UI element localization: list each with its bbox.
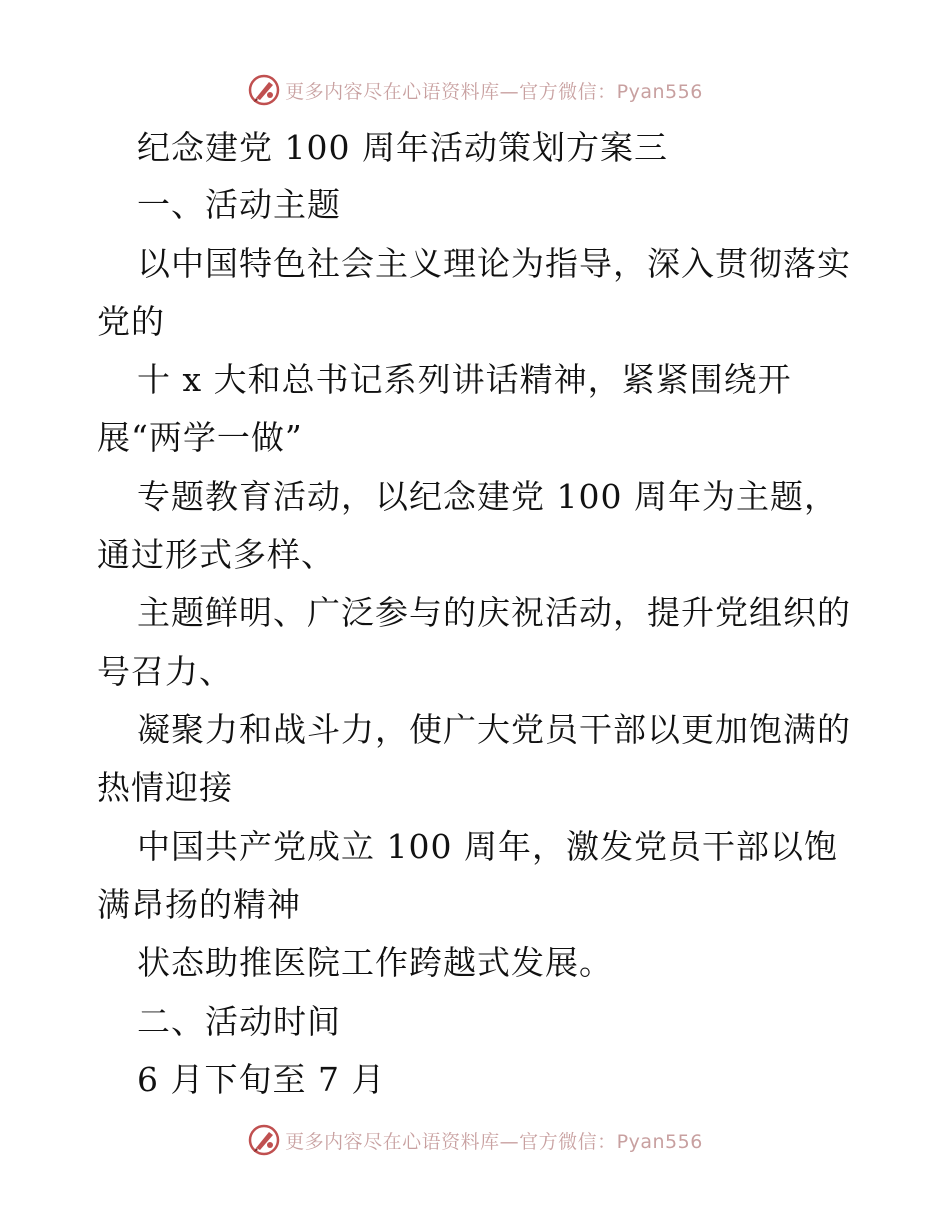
- paragraph-line: 十 x 大和总书记系列讲话精神，紧紧围绕开: [137, 360, 792, 399]
- paragraph-line: 热情迎接: [97, 768, 233, 807]
- banner-text: 更多内容尽在心语资料库—官方微信：Pyan556: [285, 80, 703, 103]
- header-banner: [0, 70, 950, 110]
- paragraph-line: 6 月下旬至 7 月: [137, 1060, 386, 1099]
- paragraph-line: 中国共产党成立 100 周年，激发党员干部以饱: [137, 827, 838, 866]
- paragraph-line: 满昂扬的精神: [97, 885, 301, 924]
- paragraph-line: 展“两学一做”: [97, 418, 303, 457]
- paragraph-line: 状态助推医院工作跨越式发展。: [137, 943, 613, 982]
- footer-banner: [0, 1120, 950, 1160]
- paragraph-line: 号召力、: [97, 652, 233, 691]
- paragraph-line: 主题鲜明、广泛参与的庆祝活动，提升党组织的: [137, 593, 851, 632]
- paragraph-line: 凝聚力和战斗力，使广大党员干部以更加饱满的: [137, 710, 851, 749]
- document-title: 纪念建党 100 周年活动策划方案三: [137, 128, 668, 167]
- banner-text: 更多内容尽在心语资料库—官方微信：Pyan556: [285, 1130, 703, 1153]
- paragraph-line: 专题教育活动，以纪念建党 100 周年为主题，: [137, 477, 838, 516]
- paragraph-line: 以中国特色社会主义理论为指导，深入贯彻落实: [137, 244, 851, 283]
- section-heading-theme: 一、活动主题: [137, 185, 341, 224]
- pen-logo-icon: [247, 73, 281, 107]
- section-heading-time: 二、活动时间: [137, 1002, 341, 1041]
- paragraph-line: 通过形式多样、: [97, 535, 335, 574]
- pen-logo-icon: [247, 1123, 281, 1157]
- paragraph-line: 党的: [97, 302, 165, 341]
